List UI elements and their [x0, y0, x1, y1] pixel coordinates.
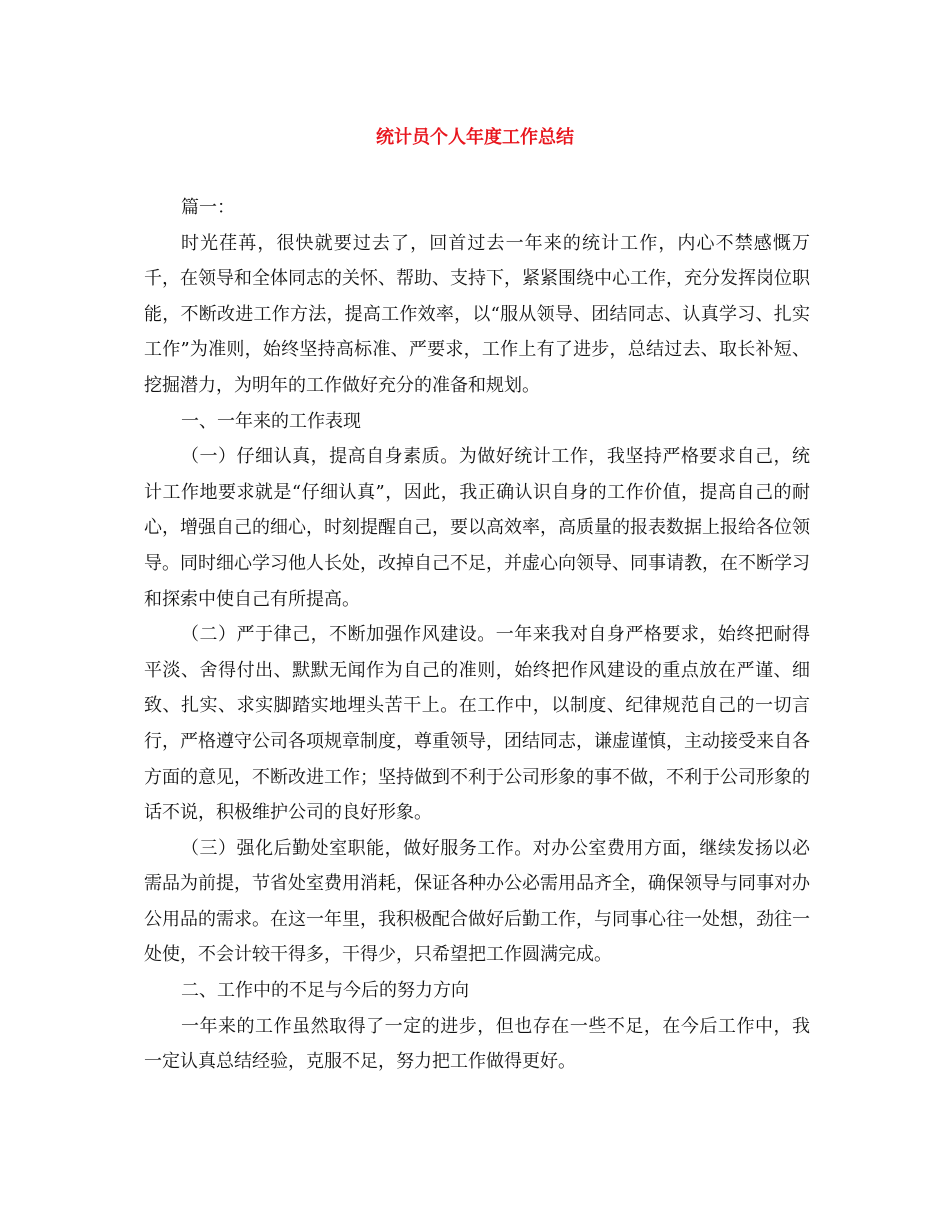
paragraph-point-three: （三）强化后勤处室职能，做好服务工作。对办公室费用方面，继续发扬以必需品为前提，节省处室费用消耗，保证各种办公必需用品齐全，确保领导与同事对办公用品的需求。在这一年里，我积极配合做好后勤工作，与同事心往一处想，劲往一处使，不会计较干得多，干得少，只希望把工作圆满完成。 [144, 837, 810, 966]
paragraph-conclusion: 一年来的工作虽然取得了一定的进步，但也存在一些不足，在今后工作中，我一定认真总结经验，克服不足，努力把工作做得更好。 [144, 1015, 810, 1073]
section-heading-shortcomings: 二、工作中的不足与今后的努力方向 [181, 980, 469, 1002]
section-heading-performance: 一、一年来的工作表现 [181, 410, 361, 432]
paragraph-intro: 时光荏苒，很快就要过去了，回首过去一年来的统计工作，内心不禁感慨万千，在领导和全体同志的关怀、帮助、支持下，紧紧围绕中心工作，充分发挥岗位职能，不断改进工作方法，提高工作效率，以“服从领导、团结同志、认真学习、扎实工作”为准则，始终坚持高标准、严要求，工作上有了进步，总结过去、取长补短、挖掘潜力，为明年的工作做好充分的准备和规划。 [144, 232, 810, 396]
document-title: 统计员个人年度工作总结 [376, 127, 574, 148]
paragraph-point-one: （一）仔细认真，提高自身素质。为做好统计工作，我坚持严格要求自己，统计工作地要求就是“仔细认真”，因此，我正确认识自身的工作价值，提高自己的耐心，增强自己的细心，时刻提醒自己，要以高效率，高质量的报表数据上报给各位领导。同时细心学习他人长处，改掉自己不足，并虚心向领导、同事请教，在不断学习和探索中使自己有所提高。 [144, 446, 810, 610]
paragraph-point-two: （二）严于律己，不断加强作风建设。一年来我对自身严格要求，始终把耐得平淡、舍得付出、默默无闻作为自己的准则，始终把作风建设的重点放在严谨、细致、扎实、求实脚踏实地埋头苦干上。在工作中，以制度、纪律规范自己的一切言行，严格遵守公司各项规章制度，尊重领导，团结同志，谦虚谨慎，主动接受来自各方面的意见，不断改进工作；坚持做到不利于公司形象的事不做，不利于公司形象的话不说，积极维护公司的良好形象。 [144, 624, 810, 824]
document-body [144, 190, 810, 1080]
paragraph-heading-part-one: 篇一： [181, 197, 235, 218]
